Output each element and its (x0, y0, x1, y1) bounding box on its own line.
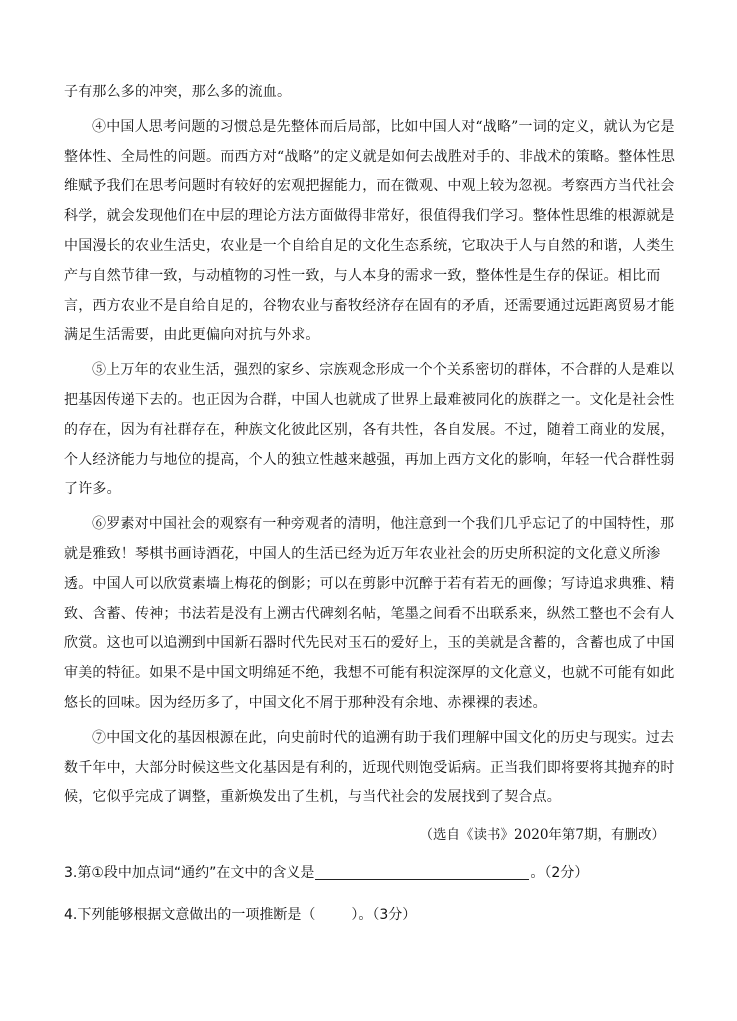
question-4-suffix: ）。（3分） (351, 907, 417, 923)
question-3-suffix: 。（2分） (530, 865, 589, 881)
paragraph-7: ⑦中国文化的基因根源在此，向史前时代的追溯有助于我们理解中国文化的历史与现实。过去数千年中，大部分时候这些文化基因是有利的，近现代则饱受诟病。正当我们即将要将其抛弃的时候，它似乎完成了调整，重新焕发出了生机，与当代社会的发展找到了契合点。 (64, 729, 675, 806)
question-4 (64, 905, 416, 925)
source-citation: （选自《读书》2020年第7期，有删改） (419, 827, 665, 843)
article-body (64, 78, 676, 813)
answer-blank-line[interactable] (315, 863, 529, 880)
paragraph-5: ⑤上万年的农业生活，强烈的家乡、宗族观念形成一个个关系密切的群体，不合群的人是难以把基因传递下去的。也正因为合群，中国人也就成了世界上最难被同化的族群之一。文化是社会性的存在，因为有社群存在，种族文化彼此区别，各有共性，各自发展。不过，随着工商业的发展，个人经济能力与地位的提高，个人的独立性越来越强，再加上西方文化的影响，年轻一代合群性弱了许多。 (64, 362, 675, 498)
paragraph-4: ④中国人思考问题的习惯总是先整体而后局部，比如中国人对“战略”一词的定义，就认为它是整体性、全局性的问题。而西方对“战略”的定义就是如何去战胜对手的、非战术的策略。整体性思维赋予我们在思考问题时有较好的宏观把握能力，而在微观、中观上较为忽视。考察西方当代社会科学，就会发现他们在中层的理论方法方面做得非常好，很值得我们学习。整体性思维的根源就是中国漫长的农业生活史，农业是一个自给自足的文化生态系统，它取决于人与自然的和谐，人类生产与自然节律一致，与动植物的习性一致，与人本身的需求一致，整体性是生存的保证。相比而言，西方农业不是自给自足的，谷物农业与畜牧经济存在固有的矛盾，还需要通过远距离贸易才能满足生活需要，由此更偏向对抗与外求。 (64, 118, 676, 344)
paragraph-6: ⑥罗素对中国社会的观察有一种旁观者的清明，他注意到一个我们几乎忘记了的中国特性，那就是雅致！琴棋书画诗酒花，中国人的生活已经为近万年农业社会的历史所积淀的文化意义所渗透。中国人可以欣赏素墙上梅花的倒影；可以在剪影中沉醉于若有若无的画像；写诗追求典雅、精致、含蓄、传神；书法若是没有上溯古代碑刻名帖，笔墨之间看不出联系来，纵然工整也不会有人欣赏。这也可以追溯到中国新石器时代先民对玉石的爱好上，玉的美就是含蓄的，含蓄也成了中国审美的特征。如果不是中国文明绵延不绝，我想不可能有积淀深厚的文化意义，也就不可能有如此悠长的回味。因为经历多了，中国文化不屑于那种没有余地、赤裸裸的表述。 (64, 516, 675, 711)
question-3 (64, 863, 588, 883)
paragraph-3-tail: 子有那么多的冲突，那么多的流血。 (64, 84, 292, 100)
question-4-text: 4.下列能够根据文意做出的一项推断是（ (64, 907, 316, 923)
question-3-text: 3.第①段中加点词“通约”在文中的含义是 (64, 865, 315, 881)
